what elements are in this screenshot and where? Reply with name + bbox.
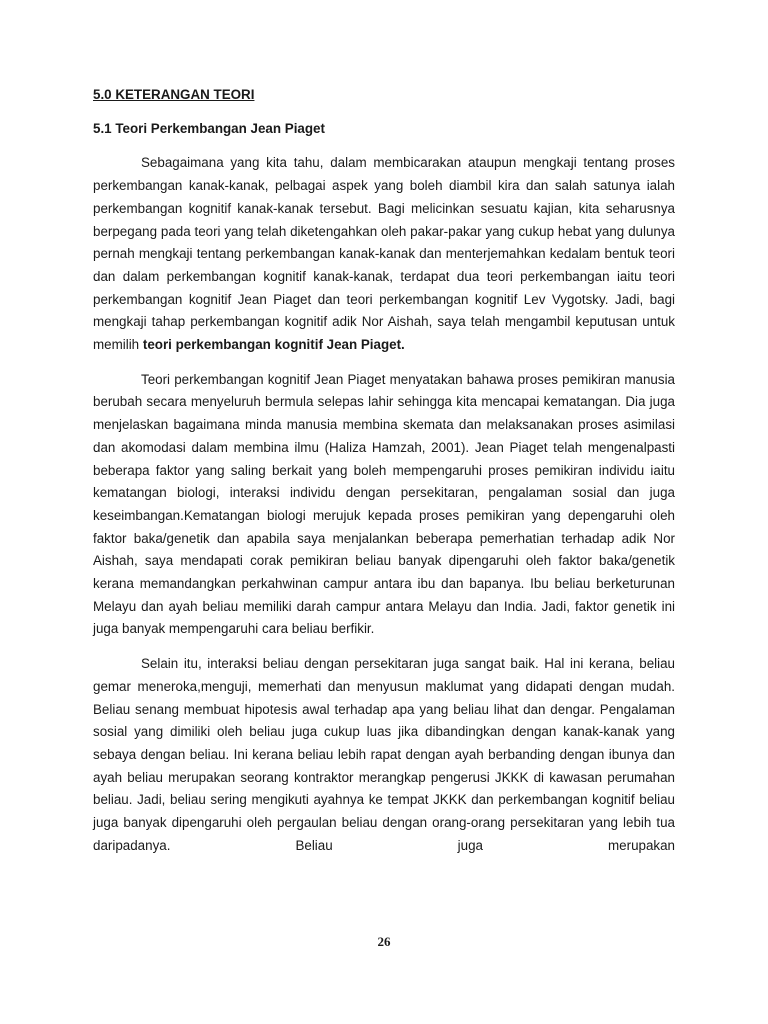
paragraph-3: Selain itu, interaksi beliau dengan persekitaran juga sangat baik. Hal ini kerana, beliau gemar meneroka,menguji, memerhati dan menyusun maklumat yang didapati dengan mudah. Beliau senang membuat hipotesis awal terhadap apa yang beliau lihat dan dengar. Pengalaman sosial yang dimiliki oleh beliau juga cukup luas jika dibandingkan dengan kanak-kanak yang sebaya dengan beliau. Ini kerana beliau lebih rapat dengan ayah berbanding dengan ibunya dan ayah beliau merupakan seorang kontraktor merangkap pengerusi JKKK di kawasan perumahan beliau. Jadi, beliau sering mengikuti ayahnya ke tempat JKKK dan perkembangan kognitif beliau juga banyak dipengaruhi oleh pergaulan beliau dengan orang-orang persekitaran yang lebih tua daripadanya. Beliau juga merupakan: [93, 656, 675, 853]
paragraph-1-text: Sebagaimana yang kita tahu, dalam membicarakan ataupun mengkaji tentang proses perkembangan kanak-kanak, pelbagai aspek yang boleh diambil kira dan salah satunya ialah perkembangan kognitif kanak-kanak tersebut. Bagi melicinkan sesuatu kajian, kita seharusnya berpegang pada teori yang telah diketengahkan oleh pakar-pakar yang cukup hebat yang dulunya pernah mengkaji tentang perkembangan kanak-kanak dan menterjemahkan kedalam bentuk teori dan dalam perkembangan kognitif kanak-kanak, terdapat dua teori perkembangan iaitu teori perkembangan kognitif Jean Piaget dan teori perkembangan kognitif Lev Vygotsky. Jadi, bagi mengkaji tahap perkembangan kognitif adik Nor Aishah, saya telah mengambil keputusan untuk memilih: [93, 155, 675, 353]
section-heading: 5.0 KETERANGAN TEORI: [93, 87, 255, 102]
document-body: [93, 84, 675, 858]
page-number: 26: [377, 934, 391, 949]
paragraph-1: [93, 152, 675, 356]
paragraph-2: Teori perkembangan kognitif Jean Piaget menyatakan bahawa proses pemikiran manusia berubah secara menyeluruh bermula selepas lahir sehingga kita mencapai kematangan. Dia juga menjelaskan bagaimana minda manusia membina skemata dan melaksanakan proses asimilasi dan akomodasi dalam membina ilmu (Haliza Hamzah, 2001). Jean Piaget telah mengenalpasti beberapa faktor yang saling berkait yang boleh mempengaruhi proses pemikiran individu iaitu kematangan biologi, interaksi individu dengan persekitaran, pengalaman sosial dan juga keseimbangan.Kematangan biologi merujuk kepada proses pemikiran yang depengaruhi oleh faktor baka/genetik dan apabila saya menjalankan beberapa pemerhatian terhadap adik Nor Aishah, saya mendapati corak pemikiran beliau banyak dipengaruhi oleh faktor baka/genetik kerana memandangkan perkahwinan campur antara ibu dan bapanya. Ibu beliau berketurunan Melayu dan ayah beliau memiliki darah campur antara Melayu dan India. Jadi, faktor genetik ini juga banyak mempengaruhi cara beliau berfikir.: [93, 371, 675, 637]
paragraph-1-bold-text: teori perkembangan kognitif Jean Piaget.: [142, 337, 405, 353]
subsection-heading: 5.1 Teori Perkembangan Jean Piaget: [93, 120, 325, 136]
